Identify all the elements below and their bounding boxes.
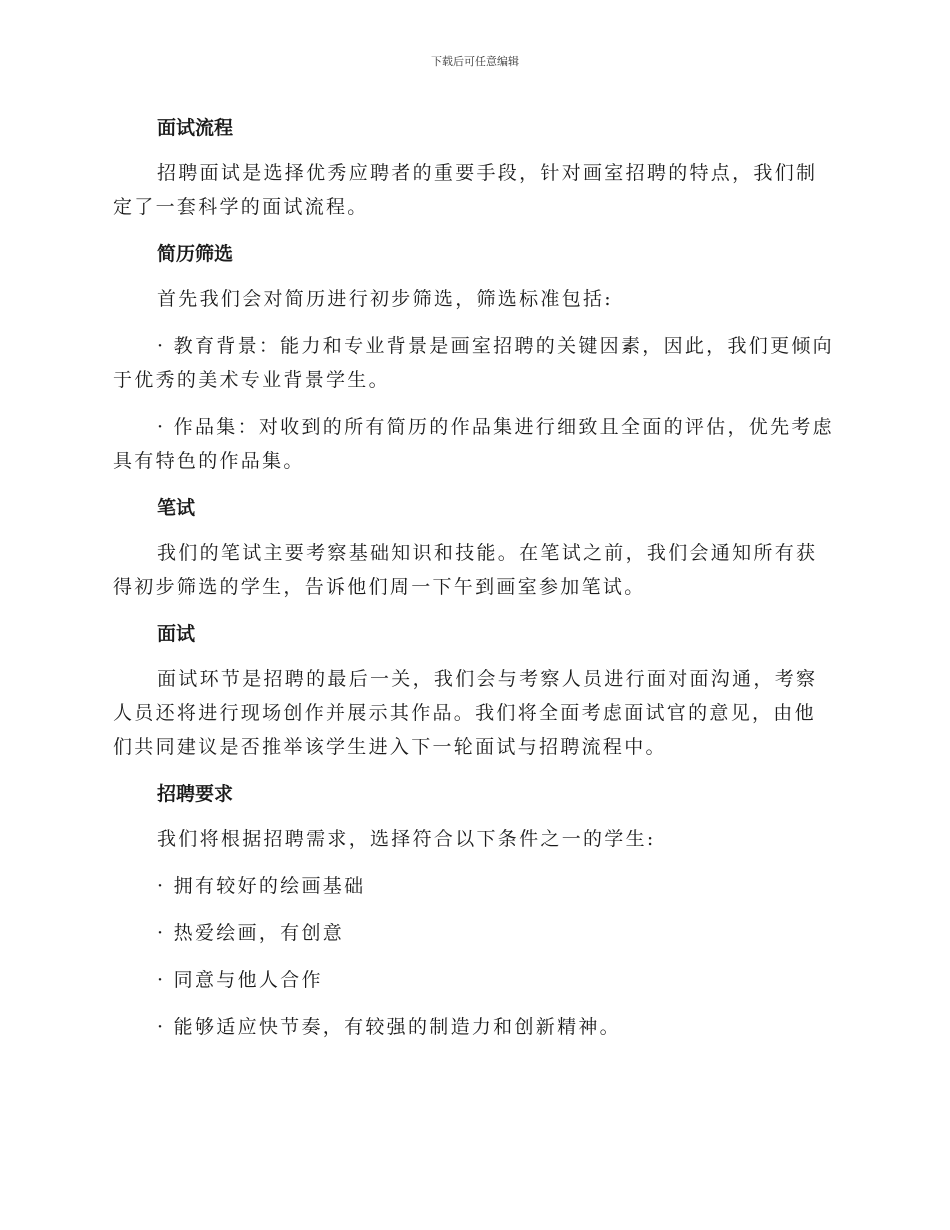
requirement-item: · 能够适应快节奏，有较强的制造力和创新精神。 bbox=[157, 1016, 621, 1038]
document-body bbox=[113, 112, 835, 1044]
header-note: 下载后可任意编辑 bbox=[431, 55, 519, 68]
section-title-interview-process: 面试流程 bbox=[157, 117, 234, 139]
section-title-interview: 面试 bbox=[157, 623, 196, 645]
section-title-requirements: 招聘要求 bbox=[157, 783, 234, 805]
resume-screening-intro: 首先我们会对简历进行初步筛选，筛选标准包括: bbox=[157, 288, 614, 310]
interview-body: 面试环节是招聘的最后一关，我们会与考察人员进行面对面沟通，考察人员还将进行现场创作并展示其作品。我们将全面考虑面试官的意见，由他们共同建议是否推举该学生进入下一轮面试与招聘流程中。 bbox=[113, 668, 818, 758]
resume-criterion-education: · 教育背景：能力和专业背景是画室招聘的关键因素，因此，我们更倾向于优秀的美术专业背景学生。 bbox=[113, 335, 834, 391]
requirement-item: · 热爱绘画，有创意 bbox=[157, 922, 345, 944]
section-title-resume-screening: 简历筛选 bbox=[157, 243, 234, 265]
requirement-item: · 拥有较好的绘画基础 bbox=[157, 875, 366, 897]
requirement-item: · 同意与他人合作 bbox=[157, 969, 323, 991]
written-test-body: 我们的笔试主要考察基础知识和技能。在笔试之前，我们会通知所有获得初步筛选的学生，告诉他们周一下午到画室参加笔试。 bbox=[113, 542, 818, 598]
requirements-intro: 我们将根据招聘需求，选择符合以下条件之一的学生: bbox=[157, 828, 656, 850]
resume-criterion-portfolio: · 作品集：对收到的所有简历的作品集进行细致且全面的评估，优先考虑具有特色的作品集。 bbox=[113, 416, 834, 472]
interview-process-intro: 招聘面试是选择优秀应聘者的重要手段，针对画室招聘的特点，我们制定了一套科学的面试流程。 bbox=[113, 162, 818, 218]
section-title-written-test: 笔试 bbox=[157, 497, 196, 519]
